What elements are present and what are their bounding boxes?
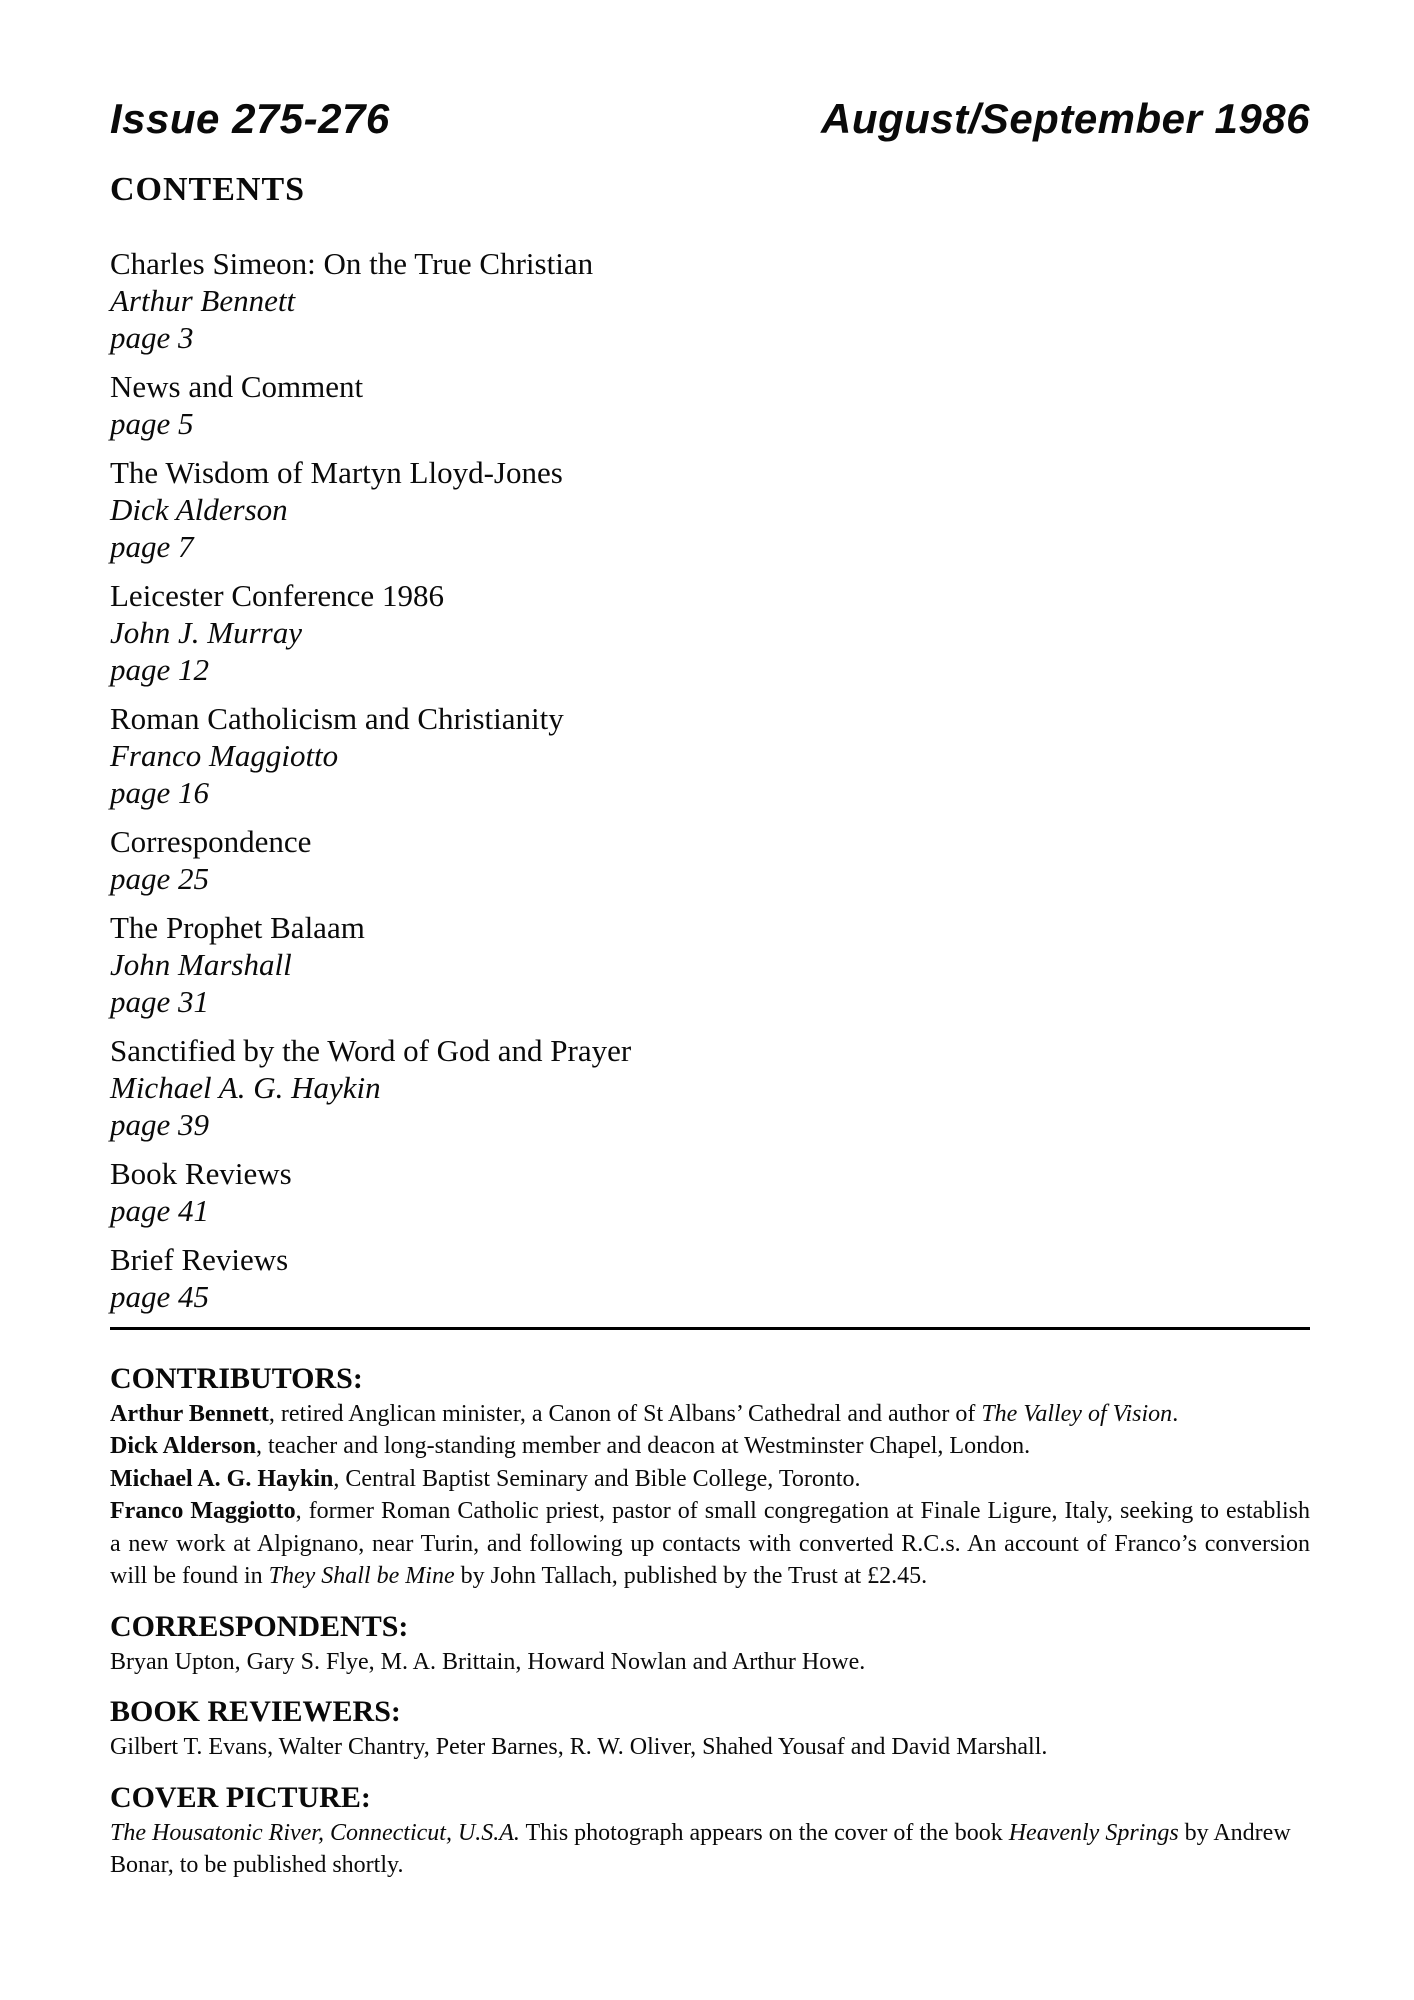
toc-entry	[110, 823, 1310, 897]
issue-number: Issue 275-276	[110, 95, 390, 142]
toc-entry	[110, 700, 1310, 811]
cover-picture-heading: COVER PICTURE:	[110, 1780, 371, 1814]
contributor-entry: Arthur Bennett, retired Anglican minister, a Canon of St Albans’ Cathedral and author of The Valley of Vision.	[110, 1400, 1179, 1427]
cover-picture-section	[110, 1781, 1310, 1882]
contributors-heading: CONTRIBUTORS:	[110, 1361, 363, 1395]
toc-entry	[110, 368, 1310, 442]
article-page-number: page 7	[110, 528, 194, 564]
article-title: Correspondence	[110, 823, 312, 859]
table-of-contents	[110, 245, 1310, 1315]
contents-heading: CONTENTS	[110, 171, 306, 208]
toc-entry	[110, 1155, 1310, 1229]
correspondents-list: Bryan Upton, Gary S. Flye, M. A. Brittain, Howard Nowlan and Arthur Howe.	[110, 1648, 866, 1675]
toc-entry	[110, 577, 1310, 688]
article-page-number: page 25	[110, 860, 210, 896]
article-author: Dick Alderson	[110, 491, 288, 527]
toc-entry	[110, 454, 1310, 565]
toc-entry	[110, 1032, 1310, 1143]
correspondents-section	[110, 1610, 1310, 1679]
article-title: News and Comment	[110, 368, 364, 404]
article-author: Arthur Bennett	[110, 282, 296, 318]
toc-entry	[110, 1241, 1310, 1315]
horizontal-rule	[110, 1327, 1310, 1330]
article-author: Michael A. G. Haykin	[110, 1069, 381, 1105]
correspondents-heading: CORRESPONDENTS:	[110, 1609, 409, 1643]
article-page-number: page 45	[110, 1278, 210, 1314]
contributor-entry: Dick Alderson, teacher and long-standing member and deacon at Westminster Chapel, London.	[110, 1433, 1031, 1460]
contributor-entry: Michael A. G. Haykin, Central Baptist Seminary and Bible College, Toronto.	[110, 1465, 861, 1492]
article-title: Brief Reviews	[110, 1241, 289, 1277]
book-reviewers-list: Gilbert T. Evans, Walter Chantry, Peter Barnes, R. W. Oliver, Shahed Yousaf and David Marshall.	[110, 1734, 1048, 1761]
article-page-number: page 41	[110, 1192, 210, 1228]
contributor-entry: Franco Maggiotto, former Roman Catholic priest, pastor of small congregation at Finale Ligure, Italy, seeking to establish a new work at Alpignano, near Turin, and following up contacts with converted R.C.s. An account of Franco’s conversion will be found in They Shall be Mine by John Tallach, published by the Trust at £2.45.	[110, 1498, 1310, 1590]
issue-date: August/September 1986	[821, 95, 1310, 142]
cover-picture-description: The Housatonic River, Connecticut, U.S.A. This photograph appears on the cover of the book Heavenly Springs by Andrew Bonar, to be published shortly.	[110, 1819, 1291, 1879]
article-title: Charles Simeon: On the True Christian	[110, 245, 594, 281]
article-title: Book Reviews	[110, 1155, 292, 1191]
article-page-number: page 39	[110, 1106, 210, 1142]
article-author: John Marshall	[110, 946, 292, 982]
toc-entry	[110, 909, 1310, 1020]
article-title: Sanctified by the Word of God and Prayer	[110, 1032, 632, 1068]
article-title: Roman Catholicism and Christianity	[110, 700, 564, 736]
contributors-section	[110, 1362, 1310, 1593]
article-page-number: page 16	[110, 774, 210, 810]
article-title: Leicester Conference 1986	[110, 577, 444, 613]
book-reviewers-heading: BOOK REVIEWERS:	[110, 1695, 401, 1729]
masthead	[110, 0, 1310, 140]
toc-entry	[110, 245, 1310, 356]
article-title: The Prophet Balaam	[110, 909, 365, 945]
article-author: John J. Murray	[110, 614, 302, 650]
book-reviewers-section	[110, 1695, 1310, 1764]
article-page-number: page 5	[110, 405, 194, 441]
article-page-number: page 31	[110, 983, 210, 1019]
article-page-number: page 3	[110, 319, 194, 355]
article-title: The Wisdom of Martyn Lloyd-Jones	[110, 454, 563, 490]
article-page-number: page 12	[110, 651, 210, 687]
article-author: Franco Maggiotto	[110, 737, 339, 773]
